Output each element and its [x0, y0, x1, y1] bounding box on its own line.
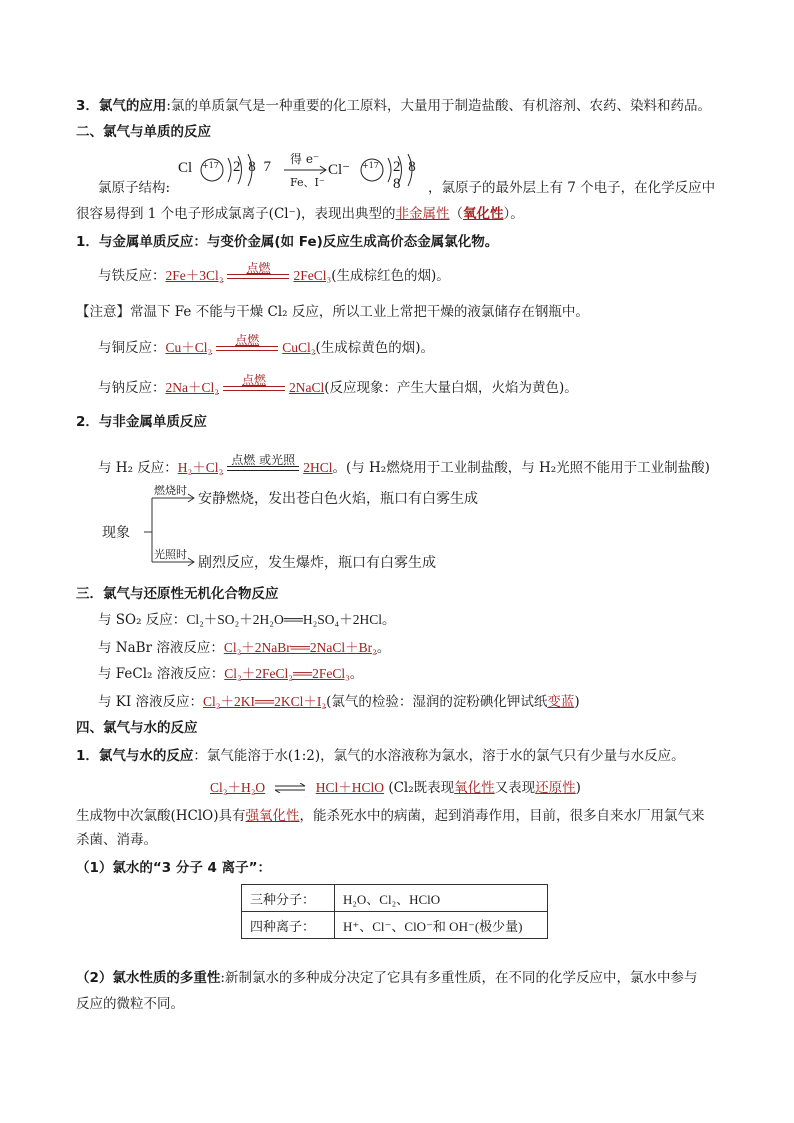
hclo-line-2: 杀菌、消毒。 — [76, 832, 157, 848]
nabr-label: 与 NaBr 溶液反应： — [98, 640, 224, 656]
fecl2-reaction — [98, 664, 363, 684]
water-mid: 又表现 — [494, 780, 536, 796]
reductant-label: Fe、I⁻ — [290, 176, 325, 189]
water-equation — [210, 778, 581, 799]
water-rhs: HCl＋HClO — [315, 780, 385, 795]
na-note: (反应现象：产生大量白烟，火焰为黄色)。 — [324, 380, 578, 396]
sub-heading-2-line — [76, 968, 697, 988]
na-reaction — [98, 373, 578, 398]
na-rhs: 2NaCl — [288, 380, 325, 395]
water-lhs: Cl₂＋H₂O — [210, 780, 266, 795]
notice-text: 常温下 Fe 不能与干燥 Cl₂ 反应，所以工业上常把干燥的液氯储存在钢瓶中。 — [130, 304, 589, 320]
water-close: ) — [575, 780, 581, 796]
atom-line2-text: 很容易得到 1 个电子形成氯离子(Cl⁻)，表现出典型的 — [76, 206, 396, 222]
nabr-eq: Cl₂＋2NaBr══2NaCl＋Br₂ — [223, 640, 377, 655]
section-3-title: 氯气的应用 — [98, 98, 167, 114]
fe-lhs: 2Fe＋3Cl₂ — [165, 268, 224, 283]
h2-note: 。(与 H₂燃烧用于工业制盐酸，与 H₂光照不能用于工业制盐酸) — [332, 460, 710, 476]
water-note: (Cl₂既表现 — [388, 780, 455, 796]
fe-reaction — [98, 261, 450, 286]
h2-rhs: 2HCl — [303, 460, 333, 475]
table-row — [242, 912, 548, 939]
paren-close: ）。 — [503, 206, 524, 222]
nonmetal-heading — [76, 412, 207, 432]
fecl2-label: 与 FeCl₂ 溶液反应： — [98, 666, 225, 682]
h2-lhs: H₂＋Cl₂ — [177, 460, 224, 475]
na-lhs: 2Na＋Cl₂ — [165, 380, 219, 395]
reversible-arrow — [273, 779, 307, 799]
phenomenon-diagram — [100, 484, 500, 574]
hclo-a: 生成物中次氯酸(HClO)具有 — [76, 808, 246, 824]
chlorine-water-table — [241, 884, 548, 939]
water-reaction-line — [76, 746, 685, 766]
section-3-line — [76, 96, 711, 116]
na-cond-text: 点燃 — [241, 373, 266, 387]
atom-line-2 — [76, 204, 524, 224]
nonmetal-text: 与非金属单质反应 — [98, 414, 207, 430]
nabr-reaction — [98, 638, 390, 658]
sub-heading-2-title: （2）氯水性质的多重性 — [76, 970, 221, 986]
heading-3: 三．氯气与还原性无机化合物反应 — [76, 586, 279, 602]
gain-electron-label: 得 e⁻ — [290, 152, 320, 166]
table-row — [242, 885, 548, 912]
heading-4: 四、氯气与水的反应 — [76, 720, 198, 736]
fe-rhs: 2FeCl₃ — [293, 268, 332, 283]
notice-tag: 【注意】 — [76, 304, 130, 320]
na-condition — [223, 373, 285, 391]
fe-condition — [227, 261, 289, 279]
table-key: 三种分子： — [242, 885, 335, 912]
heading-2: 二、氯气与单质的反应 — [76, 124, 211, 140]
nucleus-charge-2: +17 — [362, 161, 379, 170]
nonmetal-num: 2． — [76, 414, 99, 430]
burn-label: 燃烧时 — [154, 484, 187, 497]
ki-blue: 变蓝 — [547, 694, 575, 710]
h2-reaction — [98, 453, 710, 478]
notice-line — [76, 302, 589, 322]
phenomenon-label: 现象 — [102, 525, 130, 541]
cu-cond-text: 点燃 — [235, 333, 260, 347]
h2-condition — [227, 453, 299, 471]
fe-note: (生成棕红色的烟)。 — [331, 268, 450, 284]
so2-eq: Cl₂＋SO₂＋2H₂O══H₂SO₄＋2HCl。 — [186, 612, 396, 627]
burn-text: 安静燃烧，发出苍白色火焰，瓶口有白雾生成 — [198, 491, 478, 507]
cu-note: (生成棕黄色的烟)。 — [315, 340, 434, 356]
ki-close: ) — [574, 694, 580, 710]
metal-heading — [76, 232, 498, 252]
water-num: 1． — [76, 748, 99, 764]
atom-label: 氯原子结构: — [98, 180, 171, 196]
table-value: H₂O、Cl₂、HClO — [335, 885, 548, 912]
table-key: 四种离子： — [242, 912, 335, 939]
hclo-strong: 强氧化性 — [245, 808, 300, 824]
fecl2-eq: Cl₂＋2FeCl₂══2FeCl₃ — [224, 666, 350, 681]
water-ox: 氧化性 — [454, 780, 495, 796]
electron-shells: 2 8 7 — [233, 159, 273, 175]
section-3-number: 3． — [76, 98, 99, 114]
na-label: 与钠反应： — [98, 380, 166, 396]
nonmetal-term: 非金属性 — [395, 206, 450, 222]
atom-structure-diagram — [176, 148, 431, 194]
ki-reaction — [98, 692, 580, 712]
section-3-text: :氯的单质氯气是一种重要的化工原料，大量用于制造盐酸、有机溶剂、农药、染料和药品。 — [166, 98, 711, 114]
water-text: ：氯气能溶于水(1:2)，氯气的水溶液称为氯水，溶于水的氯气只有少量与水反应。 — [193, 748, 685, 764]
fecl2-end: 。 — [349, 666, 364, 682]
reversible-arrow-svg — [273, 783, 307, 793]
nabr-end: 。 — [376, 640, 391, 656]
cl-symbol: Cl — [178, 160, 193, 176]
table-value: H⁺、Cl⁻、ClO⁻和 OH⁻(极少量) — [335, 912, 548, 939]
sub-heading-1: （1）氯水的“3 分子 4 离子”： — [76, 860, 272, 876]
sub-heading-2-text-2: 反应的微粒不同。 — [76, 996, 184, 1012]
nucleus-charge: +17 — [202, 161, 219, 170]
cu-rhs: CuCl₂ — [282, 340, 316, 355]
cu-lhs: Cu＋Cl₂ — [165, 340, 213, 355]
h2-label: 与 H₂ 反应： — [98, 460, 178, 476]
metal-text: 与金属单质反应：与变价金属(如 Fe)反应生成高价态金属氯化物。 — [98, 234, 499, 250]
hclo-b: ，能杀死水中的病菌，起到消毒作用，目前，很多自来水厂用氯气来 — [299, 808, 705, 824]
ki-note: (氯气的检验：湿润的淀粉碘化钾试纸 — [326, 694, 548, 710]
so2-reaction — [98, 610, 396, 630]
cu-condition — [216, 333, 278, 351]
electron-shells-2: 2 8 8 — [393, 159, 418, 192]
water-title: 氯气与水的反应 — [98, 748, 194, 764]
paren-open: （ — [449, 206, 463, 222]
cu-label: 与铜反应： — [98, 340, 166, 356]
fe-label: 与铁反应： — [98, 268, 166, 284]
water-red: 还原性 — [535, 780, 576, 796]
so2-label: 与 SO₂ 反应： — [98, 612, 187, 628]
light-text: 剧烈反应，发生爆炸，瓶口有白雾生成 — [198, 555, 436, 571]
ki-label: 与 KI 溶液反应： — [98, 694, 204, 710]
sub-heading-2-text: :新制氯水的多种成分决定了它具有多重性质，在不同的化学反应中，氯水中参与 — [220, 970, 698, 986]
light-label: 光照时 — [154, 548, 187, 561]
cl-ion-symbol: Cl⁻ — [328, 162, 351, 178]
cu-reaction — [98, 333, 434, 358]
h2-cond-text: 点燃 或光照 — [231, 453, 296, 467]
hclo-line-1 — [76, 806, 705, 826]
fe-cond-text: 点燃 — [246, 261, 271, 275]
metal-num: 1． — [76, 234, 99, 250]
oxidizing-term: 氧化性 — [462, 206, 504, 222]
ki-eq: Cl₂＋2KI══2KCl＋I₂ — [203, 694, 327, 709]
atom-after-text: ，氯原子的最外层上有 7 个电子，在化学反应中 — [428, 180, 716, 196]
